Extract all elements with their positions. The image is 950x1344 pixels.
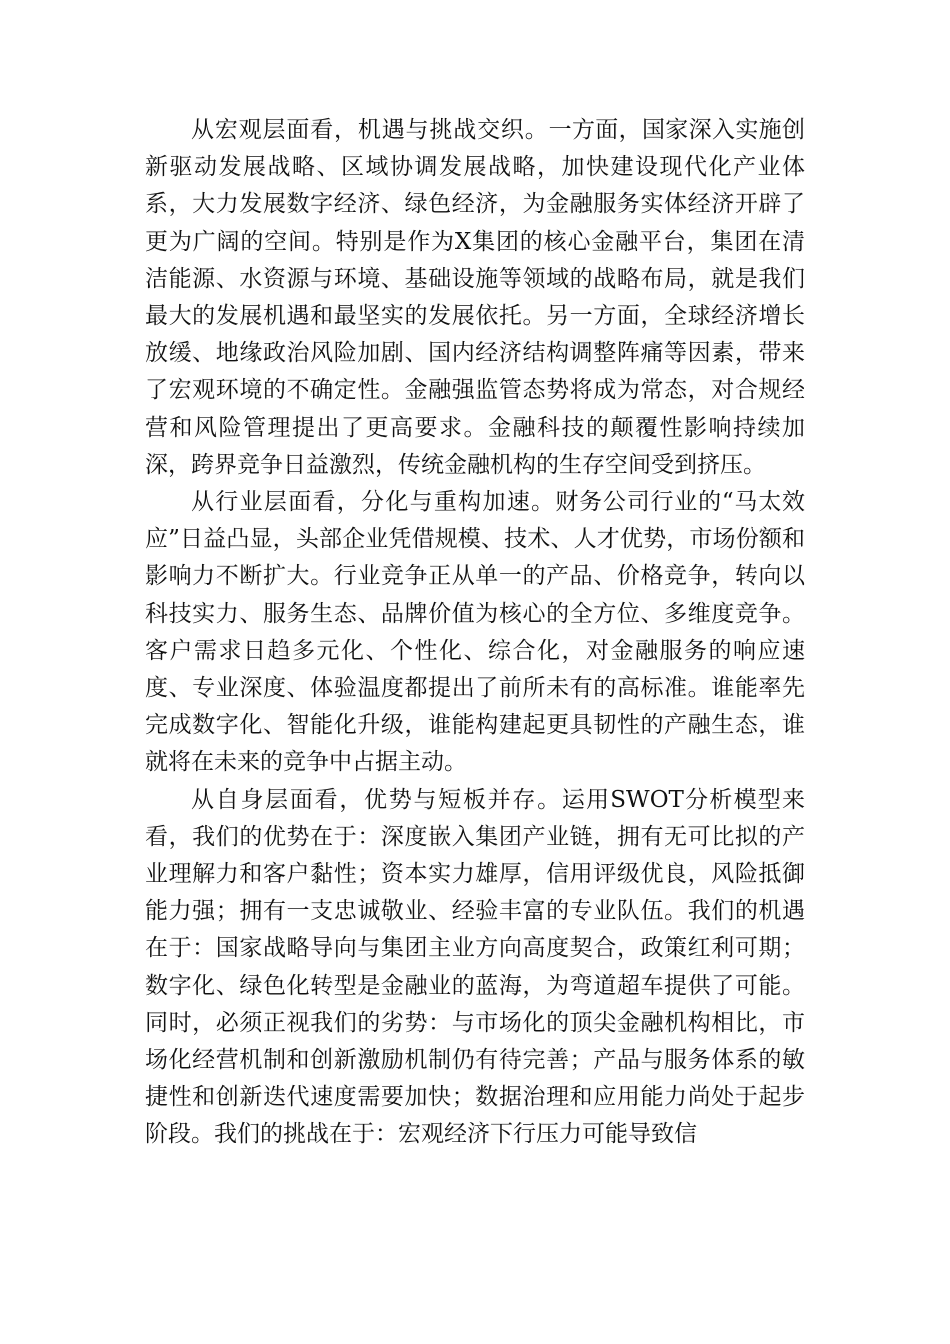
- paragraph-industry: [145, 484, 805, 782]
- paragraph-body: 运用SWOT分析模型来看，我们的优势在于：深度嵌入集团产业链，拥有无可比拟的产业理解力和客户黏性；资本实力雄厚，信用评级优良，风险抵御能力强；拥有一支忠诚敬业、经验丰富的专业队伍。我们的机遇在于：国家战略导向与集团主业方向高度契合，政策红利可期；数字化、绿色化转型是金融业的蓝海，为弯道超车提供了可能。同时，必须正视我们的劣势：与市场化的顶尖金融机构相比，市场化经营机制和创新激励机制仍有待完善；产品与服务体系的敏捷性和创新迭代速度需要加快；数据治理和应用能力尚处于起步阶段。我们的挑战在于：宏观经济下行压力可能导致信: [145, 786, 806, 1148]
- paragraph-macro: [145, 112, 805, 484]
- paragraph-lead: 从行业层面看，分化与重构加速。: [191, 489, 556, 516]
- document-page: [145, 112, 805, 1154]
- paragraph-lead: 从宏观层面看，机遇与挑战交织。: [191, 117, 549, 143]
- paragraph-lead: 从自身层面看，优势与短板并存。: [191, 786, 562, 813]
- paragraph-body: 财务公司行业的“马太效应”日益凸显，头部企业凭借规模、技术、人才优势，市场份额和影响力不断扩大。行业竞争正从单一的产品、价格竞争，转向以科技实力、服务生态、品牌价值为核心的全方位、多维度竞争。客户需求日趋多元化、个性化、综合化，对金融服务的响应速度、专业深度、体验温度都提出了前所未有的高标准。谁能率先完成数字化、智能化升级，谁能构建起更具韧性的产融生态，谁就将在未来的竞争中占据主动。: [145, 489, 805, 776]
- paragraph-body: 一方面，国家深入实施创新驱动发展战略、区域协调发展战略，加快建设现代化产业体系，大力发展数字经济、绿色经济，为金融服务实体经济开辟了更为广阔的空间。特别是作为X集团的核心金融平台，集团在清洁能源、水资源与环境、基础设施等领域的战略布局，就是我们最大的发展机遇和最坚实的发展依托。另一方面，全球经济增长放缓、地缘政治风险加剧、国内经济结构调整阵痛等因素，带来了宏观环境的不确定性。金融强监管态势将成为常态，对合规经营和风险管理提出了更高要求。金融科技的颠覆性影响持续加深，跨界竞争日益激烈，传统金融机构的生存空间受到挤压。: [145, 117, 806, 478]
- paragraph-self: [145, 782, 805, 1154]
